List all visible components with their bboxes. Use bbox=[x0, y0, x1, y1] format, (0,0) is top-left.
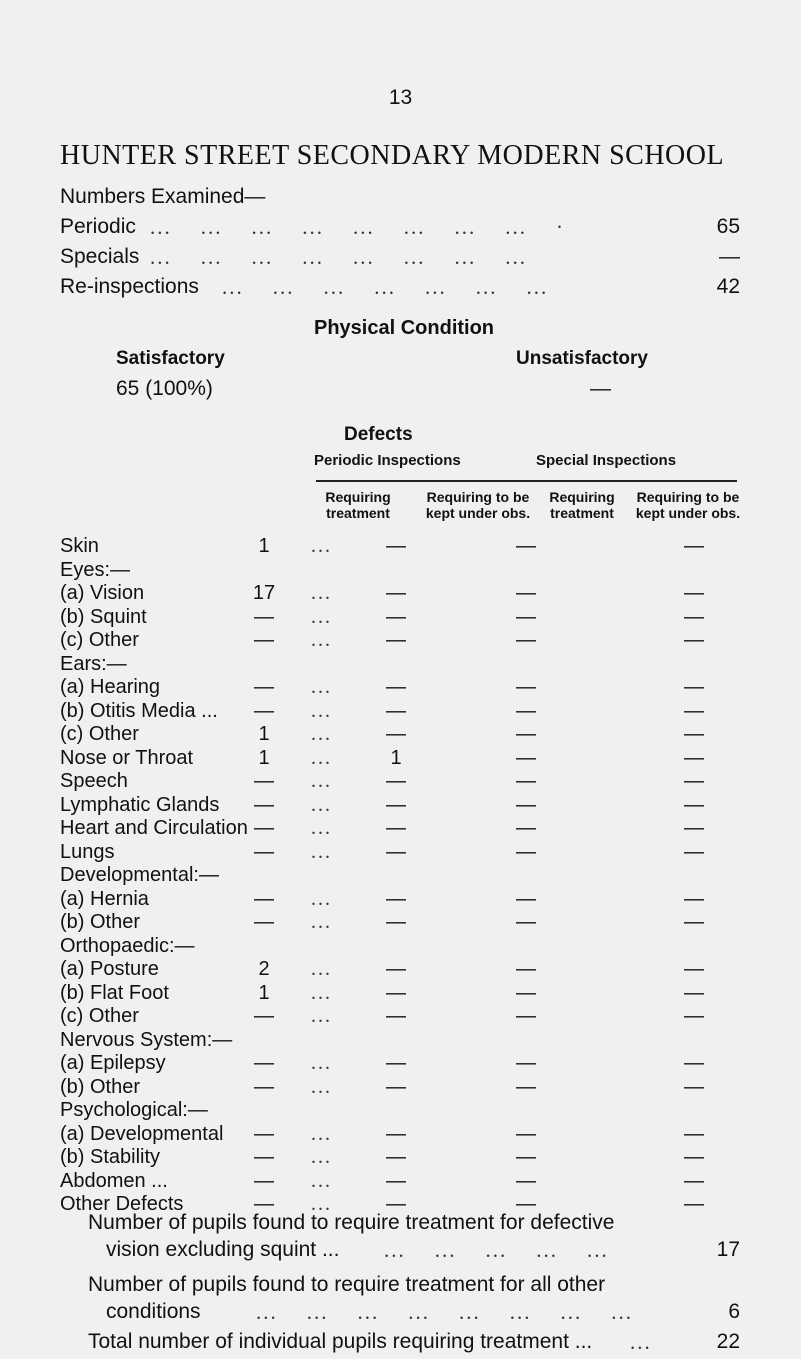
row-label: (b) Otitis Media ... bbox=[60, 700, 218, 722]
periodic-label: Periodic bbox=[60, 215, 136, 238]
table-cell: — bbox=[386, 700, 406, 722]
row-label: Heart and Circulation bbox=[60, 817, 248, 839]
table-cell: — bbox=[516, 794, 536, 816]
summary-vision-value: 17 bbox=[716, 1238, 740, 1261]
row-label: (a) Posture bbox=[60, 958, 159, 980]
table-cell: — bbox=[516, 770, 536, 792]
table-cell: — bbox=[254, 1005, 274, 1027]
table-cell: — bbox=[254, 770, 274, 792]
table-cell: — bbox=[684, 606, 704, 628]
leader-dots: ... bbox=[311, 770, 332, 792]
table-row bbox=[60, 864, 740, 890]
table-cell: — bbox=[386, 911, 406, 933]
table-cell: — bbox=[684, 629, 704, 651]
table-cell: — bbox=[684, 841, 704, 863]
row-label: (b) Other bbox=[60, 911, 141, 933]
table-cell: — bbox=[386, 1076, 406, 1098]
col-header-periodic-obs: Requiring to be kept under obs. bbox=[425, 489, 531, 521]
table-cell: — bbox=[386, 582, 406, 604]
table-cell: — bbox=[516, 535, 536, 557]
leader-dots: ... ... ... ... ... ... ... bbox=[222, 275, 549, 299]
unsatisfactory-value: — bbox=[590, 377, 611, 400]
table-cell: 17 bbox=[252, 582, 276, 604]
row-label: Ears:— bbox=[60, 653, 127, 675]
table-row bbox=[60, 535, 740, 561]
leader-dots: ... ... ... ... ... bbox=[384, 1238, 609, 1262]
table-cell: — bbox=[516, 911, 536, 933]
table-cell: — bbox=[516, 888, 536, 910]
table-cell: — bbox=[386, 982, 406, 1004]
leader-dots: ... bbox=[311, 1076, 332, 1098]
special-inspections-heading: Special Inspections bbox=[536, 452, 677, 469]
table-cell: — bbox=[684, 1076, 704, 1098]
table-cell: — bbox=[386, 606, 406, 628]
table-cell: — bbox=[684, 723, 704, 745]
table-cell: — bbox=[386, 817, 406, 839]
table-cell: — bbox=[516, 747, 536, 769]
table-cell: — bbox=[684, 676, 704, 698]
leader-dots: ... bbox=[311, 700, 332, 722]
table-cell: — bbox=[254, 1076, 274, 1098]
table-cell: — bbox=[386, 1170, 406, 1192]
leader-dots: ... bbox=[311, 841, 332, 863]
table-cell: — bbox=[516, 1052, 536, 1074]
table-cell: 1 bbox=[258, 723, 270, 745]
table-cell: — bbox=[516, 676, 536, 698]
row-label: (a) Hearing bbox=[60, 676, 161, 698]
table-cell: — bbox=[386, 841, 406, 863]
page-title: HUNTER STREET SECONDARY MODERN SCHOOL bbox=[60, 140, 725, 171]
leader-dots: ... bbox=[311, 794, 332, 816]
defects-heading: Defects bbox=[344, 424, 413, 445]
row-label: Skin bbox=[60, 535, 99, 557]
row-label: (c) Other bbox=[60, 629, 139, 651]
leader-dots: ... bbox=[311, 629, 332, 651]
row-label: Lymphatic Glands bbox=[60, 794, 220, 816]
table-cell: — bbox=[516, 723, 536, 745]
table-cell: — bbox=[254, 841, 274, 863]
leader-dots: ... bbox=[311, 817, 332, 839]
table-cell: — bbox=[254, 1170, 274, 1192]
table-row bbox=[60, 1005, 740, 1031]
table-cell: — bbox=[684, 1146, 704, 1168]
table-cell: — bbox=[254, 606, 274, 628]
table-cell: — bbox=[254, 629, 274, 651]
table-cell: — bbox=[386, 958, 406, 980]
row-label: Abdomen ... bbox=[60, 1170, 168, 1192]
table-cell: — bbox=[684, 794, 704, 816]
satisfactory-value: 65 (100%) bbox=[116, 377, 213, 400]
summary-vision-line2: vision excluding squint ... bbox=[106, 1238, 340, 1261]
row-label: (a) Epilepsy bbox=[60, 1052, 166, 1074]
row-label: Speech bbox=[60, 770, 128, 792]
table-cell: — bbox=[684, 888, 704, 910]
row-label: (a) Developmental bbox=[60, 1123, 224, 1145]
table-cell: — bbox=[386, 1123, 406, 1145]
table-cell: — bbox=[684, 982, 704, 1004]
col-header-periodic-treatment: Requiring treatment bbox=[325, 489, 391, 521]
leader-dots: ... bbox=[311, 911, 332, 933]
table-cell: — bbox=[516, 1170, 536, 1192]
row-label: (c) Other bbox=[60, 1005, 139, 1027]
col-header-special-treatment: Requiring treatment bbox=[549, 489, 615, 521]
row-label: (b) Flat Foot bbox=[60, 982, 169, 1004]
row-label: (c) Other bbox=[60, 723, 139, 745]
table-row bbox=[60, 911, 740, 937]
row-label: (a) Hernia bbox=[60, 888, 149, 910]
table-cell: — bbox=[254, 911, 274, 933]
leader-dots: ... bbox=[311, 1193, 332, 1215]
table-cell: — bbox=[254, 794, 274, 816]
header-rule bbox=[316, 480, 737, 482]
table-cell: — bbox=[516, 1005, 536, 1027]
leader-dots: ... bbox=[311, 723, 332, 745]
table-cell: — bbox=[516, 817, 536, 839]
periodic-value: 65 bbox=[716, 215, 740, 238]
leader-dots: ... bbox=[311, 676, 332, 698]
table-cell: — bbox=[254, 676, 274, 698]
table-cell: — bbox=[254, 1123, 274, 1145]
periodic-inspections-heading: Periodic Inspections bbox=[314, 452, 461, 469]
satisfactory-label: Satisfactory bbox=[116, 348, 225, 369]
numbers-examined-heading: Numbers Examined— bbox=[60, 185, 266, 208]
table-cell: 1 bbox=[390, 747, 402, 769]
table-cell: — bbox=[386, 1052, 406, 1074]
table-cell: — bbox=[684, 1052, 704, 1074]
leader-dots: ... bbox=[311, 1005, 332, 1027]
table-cell: — bbox=[386, 1193, 406, 1215]
specials-value: — bbox=[719, 245, 740, 268]
table-cell: — bbox=[684, 582, 704, 604]
leader-dots: ... bbox=[311, 747, 332, 769]
table-cell: — bbox=[684, 535, 704, 557]
row-label: Nose or Throat bbox=[60, 747, 194, 769]
table-cell: — bbox=[516, 1076, 536, 1098]
summary-other-value: 6 bbox=[728, 1300, 740, 1323]
row-label: (a) Vision bbox=[60, 582, 145, 604]
table-cell: — bbox=[516, 700, 536, 722]
table-row bbox=[60, 958, 740, 984]
leader-dots: ... bbox=[311, 958, 332, 980]
leader-dots: ... bbox=[311, 1170, 332, 1192]
table-cell: 1 bbox=[258, 747, 270, 769]
table-cell: — bbox=[254, 817, 274, 839]
table-cell: — bbox=[254, 1052, 274, 1074]
summary-total-value: 22 bbox=[716, 1330, 740, 1353]
table-cell: — bbox=[386, 723, 406, 745]
table-cell: 1 bbox=[258, 535, 270, 557]
table-cell: — bbox=[684, 958, 704, 980]
row-label: Nervous System:— bbox=[60, 1029, 233, 1051]
row-label: Psychological:— bbox=[60, 1099, 208, 1121]
table-cell: — bbox=[386, 1005, 406, 1027]
table-cell: — bbox=[516, 1193, 536, 1215]
table-cell: — bbox=[254, 1146, 274, 1168]
table-row bbox=[60, 1146, 740, 1172]
row-label: Orthopaedic:— bbox=[60, 935, 195, 957]
table-cell: — bbox=[254, 888, 274, 910]
table-cell: — bbox=[516, 582, 536, 604]
table-row bbox=[60, 723, 740, 749]
reinspections-value: 42 bbox=[716, 275, 740, 298]
row-label: (b) Other bbox=[60, 1076, 141, 1098]
row-label: (b) Stability bbox=[60, 1146, 161, 1168]
table-cell: — bbox=[684, 911, 704, 933]
summary-other-line2: conditions bbox=[106, 1300, 201, 1323]
row-label: Developmental:— bbox=[60, 864, 219, 886]
table-cell: — bbox=[684, 770, 704, 792]
table-cell: — bbox=[684, 1170, 704, 1192]
leader-dots: ... bbox=[311, 582, 332, 604]
table-cell: — bbox=[516, 841, 536, 863]
table-cell: — bbox=[684, 747, 704, 769]
leader-dots: ... ... ... ... ... ... ... ... bbox=[256, 1300, 633, 1324]
table-cell: — bbox=[684, 817, 704, 839]
leader-dots: ... bbox=[630, 1330, 652, 1354]
leader-dots: ... ... ... ... ... ... ... ... · bbox=[150, 215, 565, 239]
specials-label: Specials bbox=[60, 245, 140, 268]
table-cell: — bbox=[516, 606, 536, 628]
reinspections-label: Re-inspections bbox=[60, 275, 199, 298]
leader-dots: ... bbox=[311, 888, 332, 910]
table-cell: — bbox=[516, 982, 536, 1004]
table-cell: — bbox=[254, 700, 274, 722]
table-cell: — bbox=[684, 700, 704, 722]
table-row bbox=[60, 770, 740, 796]
page-number: 13 bbox=[388, 86, 413, 109]
table-cell: — bbox=[684, 1005, 704, 1027]
summary-total-line: Total number of individual pupils requiring treatment ... bbox=[88, 1330, 593, 1353]
table-row bbox=[60, 1099, 740, 1125]
leader-dots: ... bbox=[311, 982, 332, 1004]
table-cell: — bbox=[386, 629, 406, 651]
table-cell: — bbox=[684, 1193, 704, 1215]
table-cell: — bbox=[386, 535, 406, 557]
table-cell: — bbox=[386, 770, 406, 792]
table-row bbox=[60, 582, 740, 608]
leader-dots: ... ... ... ... ... ... ... ... bbox=[150, 245, 527, 269]
leader-dots: ... bbox=[311, 1052, 332, 1074]
row-label: Lungs bbox=[60, 841, 115, 863]
summary-vision-line1: Number of pupils found to require treatment for defective bbox=[88, 1211, 615, 1234]
row-label: Eyes:— bbox=[60, 559, 131, 581]
col-header-special-obs: Requiring to be kept under obs. bbox=[635, 489, 741, 521]
table-cell: — bbox=[386, 794, 406, 816]
table-cell: — bbox=[386, 888, 406, 910]
table-row bbox=[60, 676, 740, 702]
summary-other-line1: Number of pupils found to require treatment for all other bbox=[88, 1273, 606, 1296]
table-cell: — bbox=[386, 1146, 406, 1168]
table-cell: 2 bbox=[258, 958, 270, 980]
leader-dots: ... bbox=[311, 1123, 332, 1145]
row-label: Other Defects bbox=[60, 1193, 184, 1215]
leader-dots: ... bbox=[311, 535, 332, 557]
row-label: (b) Squint bbox=[60, 606, 147, 628]
table-cell: — bbox=[516, 958, 536, 980]
table-row bbox=[60, 817, 740, 843]
table-row bbox=[60, 629, 740, 655]
table-cell: — bbox=[516, 629, 536, 651]
table-row bbox=[60, 1052, 740, 1078]
physical-condition-heading: Physical Condition bbox=[314, 317, 495, 339]
table-cell: — bbox=[516, 1123, 536, 1145]
table-cell: 1 bbox=[258, 982, 270, 1004]
leader-dots: ... bbox=[311, 606, 332, 628]
unsatisfactory-label: Unsatisfactory bbox=[516, 348, 648, 369]
leader-dots: ... bbox=[311, 1146, 332, 1168]
table-cell: — bbox=[516, 1146, 536, 1168]
table-cell: — bbox=[254, 1193, 274, 1215]
table-cell: — bbox=[684, 1123, 704, 1145]
table-cell: — bbox=[386, 676, 406, 698]
